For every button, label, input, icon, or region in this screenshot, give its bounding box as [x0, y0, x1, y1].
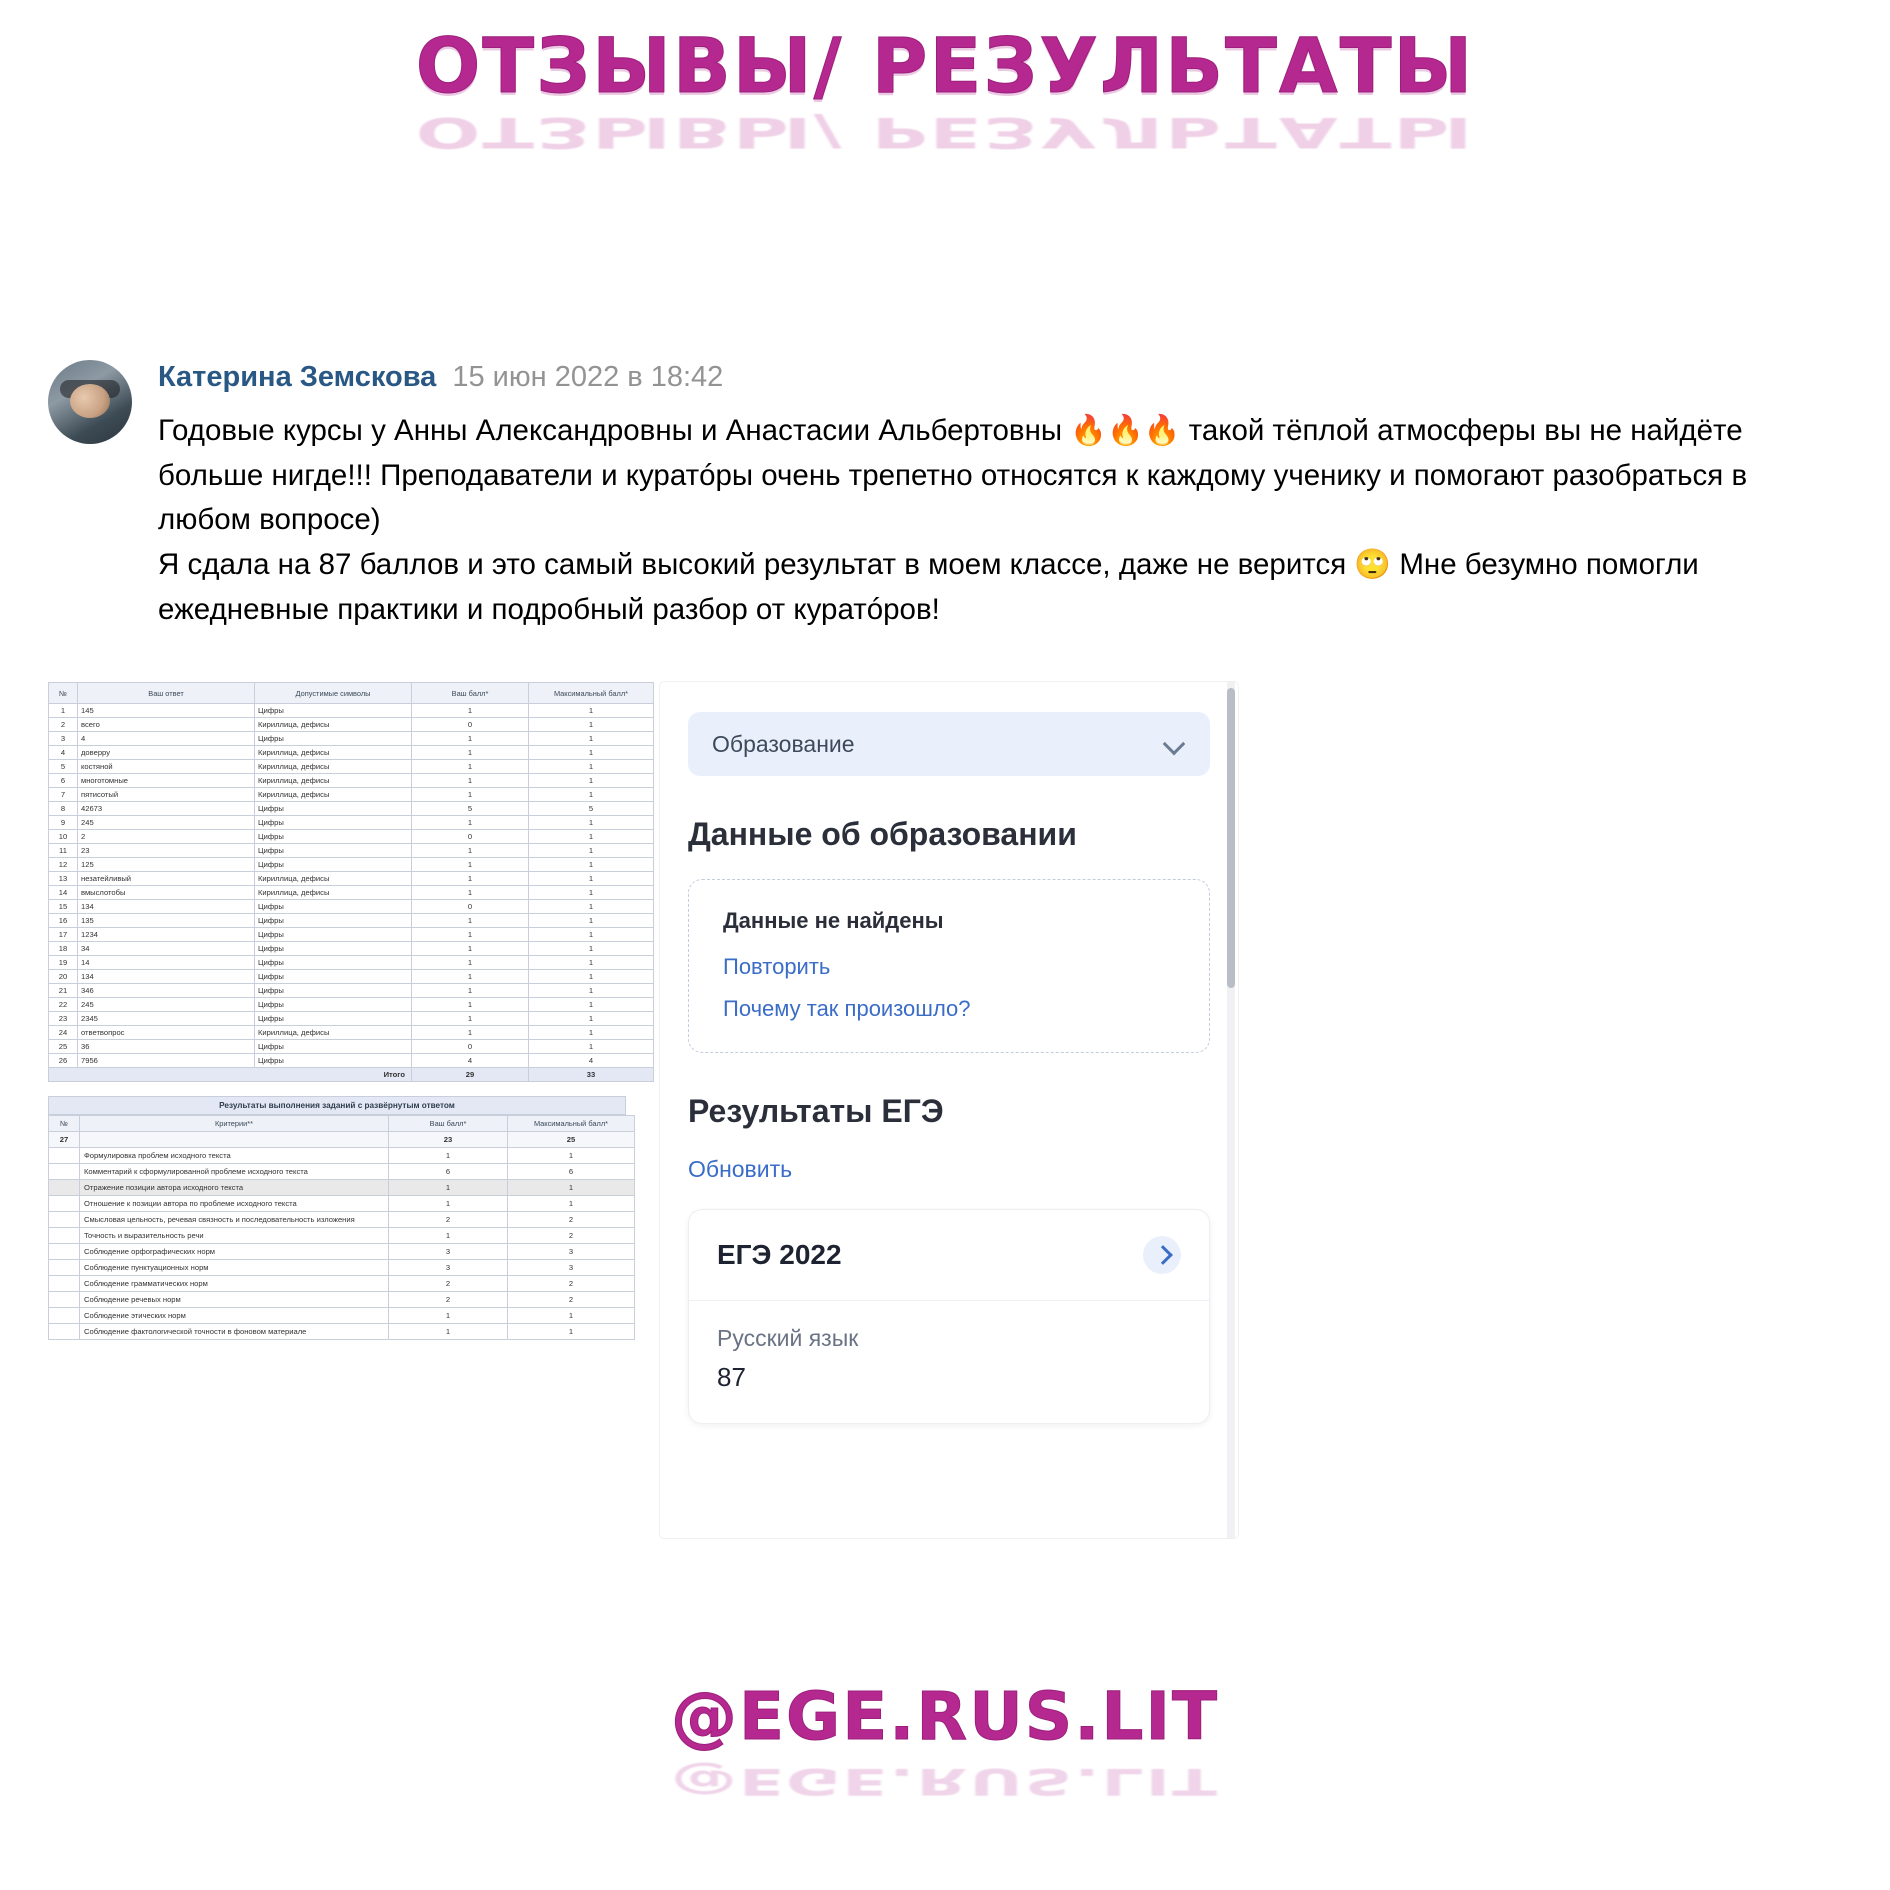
exam-result-tables	[48, 682, 629, 1340]
cell-number: 2	[49, 718, 78, 732]
cell-allowed-symbols: Цифры	[255, 816, 412, 830]
cell-your-answer: всего	[78, 718, 255, 732]
cell-number: 21	[49, 984, 78, 998]
table-row	[49, 1196, 635, 1212]
cell-your-score: 1	[412, 844, 529, 858]
page-title	[0, 0, 1890, 177]
cell-number	[49, 1276, 80, 1292]
total-score: 29	[412, 1068, 529, 1082]
cell-number: 17	[49, 928, 78, 942]
cell-allowed-symbols: Кириллица, дефисы	[255, 872, 412, 886]
cell-allowed-symbols: Цифры	[255, 998, 412, 1012]
cell-empty	[80, 1132, 389, 1148]
chevron-down-icon	[1164, 733, 1186, 755]
cell-allowed-symbols: Кириллица, дефисы	[255, 760, 412, 774]
cell-max-score: 1	[529, 858, 654, 872]
criteria-table	[48, 1115, 635, 1340]
table-row	[49, 1244, 635, 1260]
cell-max-score: 1	[508, 1308, 635, 1324]
table-row	[49, 900, 654, 914]
cell-criterion: Отношение к позиции автора по проблеме исходного текста	[80, 1196, 389, 1212]
cell-criterion: Формулировка проблем исходного текста	[80, 1148, 389, 1164]
cell-your-score: 1	[412, 928, 529, 942]
col-your-answer: Ваш ответ	[78, 683, 255, 704]
table-row	[49, 816, 654, 830]
cell-max-score: 1	[529, 956, 654, 970]
cell-your-score: 1	[389, 1324, 508, 1340]
cell-number: 3	[49, 732, 78, 746]
page-title-reflection: ОТЗЫВЫ/ РЕЗУЛЬТАТЫ	[415, 108, 1475, 157]
cell-allowed-symbols: Кириллица, дефисы	[255, 774, 412, 788]
review-post	[48, 360, 1842, 633]
ege-result-card[interactable]	[688, 1209, 1210, 1424]
cell-max-score: 2	[508, 1228, 635, 1244]
cell-your-score: 1	[389, 1228, 508, 1244]
cell-your-answer: 245	[78, 816, 255, 830]
table-row	[49, 942, 654, 956]
post-meta	[158, 360, 1842, 395]
cell-allowed-symbols: Цифры	[255, 704, 412, 718]
cell-allowed-symbols: Цифры	[255, 802, 412, 816]
cell-number	[49, 1292, 80, 1308]
cell-your-answer: 135	[78, 914, 255, 928]
table-row	[49, 956, 654, 970]
cell-your-score: 0	[412, 718, 529, 732]
cell-number: 6	[49, 774, 78, 788]
cell-your-score: 1	[412, 886, 529, 900]
cell-your-answer: 145	[78, 704, 255, 718]
cell-your-score: 1	[389, 1148, 508, 1164]
cell-max-score: 1	[529, 1012, 654, 1026]
cell-number: 23	[49, 1012, 78, 1026]
cell-number: 18	[49, 942, 78, 956]
cell-criterion: Соблюдение фактологической точности в фоновом материале	[80, 1324, 389, 1340]
cell-max-score: 2	[508, 1276, 635, 1292]
post-header	[48, 360, 1842, 633]
cell-max-score: 1	[529, 872, 654, 886]
cell-your-score: 4	[412, 1054, 529, 1068]
table-row	[49, 998, 654, 1012]
why-happened-link[interactable]: Почему так произошло?	[723, 996, 971, 1021]
cell-your-score: 1	[412, 774, 529, 788]
cell-your-answer: вмыслотобы	[78, 886, 255, 900]
cell-your-score: 1	[412, 998, 529, 1012]
cell-max-score: 1	[529, 774, 654, 788]
cell-max-score: 1	[508, 1324, 635, 1340]
cell-your-score: 1	[412, 970, 529, 984]
post-timestamp: 15 июн 2022 в 18:42	[452, 361, 724, 393]
cell-your-answer: 134	[78, 970, 255, 984]
cell-max-score: 1	[529, 788, 654, 802]
app-content	[660, 682, 1238, 1424]
table-row	[49, 914, 654, 928]
table-row	[49, 1324, 635, 1340]
cell-max-score: 1	[529, 900, 654, 914]
table-row	[49, 1308, 635, 1324]
cell-your-score: 3	[389, 1244, 508, 1260]
cell-max-score: 1	[529, 830, 654, 844]
cell-your-score: 5	[412, 802, 529, 816]
cell-your-score: 1	[412, 816, 529, 830]
table-row	[49, 732, 654, 746]
cell-number: 22	[49, 998, 78, 1012]
education-section-heading: Данные об образовании	[688, 816, 1077, 852]
post-paragraph: Годовые курсы у Анны Александровны и Анастасии Альбертовны 🔥🔥🔥 такой тёплой атмосферы вы не найдёте больше нигде!!! Преподаватели и куратóры очень трепетно относятся к каждому ученику и помогают разобраться в любом вопросе)	[158, 413, 1748, 537]
scrollbar-thumb[interactable]	[1227, 688, 1235, 988]
cell-your-score: 1	[412, 942, 529, 956]
cell-your-score: 0	[412, 830, 529, 844]
cell-allowed-symbols: Цифры	[255, 956, 412, 970]
cell-max-score: 1	[529, 886, 654, 900]
cell-allowed-symbols: Цифры	[255, 844, 412, 858]
chevron-right-icon[interactable]	[1143, 1236, 1181, 1274]
ege-section-heading: Результаты ЕГЭ	[688, 1093, 944, 1129]
cell-number: 7	[49, 788, 78, 802]
cell-criterion: Соблюдение орфографических норм	[80, 1244, 389, 1260]
cell-your-score: 2	[389, 1212, 508, 1228]
cell-your-score: 1	[412, 1026, 529, 1040]
cell-allowed-symbols: Цифры	[255, 970, 412, 984]
cell-max-score: 1	[529, 914, 654, 928]
cell-number: 9	[49, 816, 78, 830]
footer-handle-reflection: @EGE.RUS.LIT	[670, 1760, 1220, 1803]
cell-your-answer: 2	[78, 830, 255, 844]
cell-max-score: 1	[529, 760, 654, 774]
cell-criterion: Отражение позиции автора исходного текста	[80, 1180, 389, 1196]
post-body	[158, 360, 1842, 633]
page-title-text: ОТЗЫВЫ/ РЕЗУЛЬТАТЫ	[415, 21, 1475, 110]
cell-max-score: 1	[529, 844, 654, 858]
cell-your-answer: доверру	[78, 746, 255, 760]
cell-number: 12	[49, 858, 78, 872]
table-row	[49, 1180, 635, 1196]
cell-max-score: 1	[508, 1180, 635, 1196]
criteria-section-title: Результаты выполнения заданий с развёрнутым ответом	[48, 1096, 626, 1115]
table-row	[49, 788, 654, 802]
cell-number	[49, 1228, 80, 1244]
cell-number	[49, 1324, 80, 1340]
cell-your-score: 2	[389, 1276, 508, 1292]
table-row	[49, 1148, 635, 1164]
cell-your-answer: незатейливый	[78, 872, 255, 886]
cell-max-score: 1	[529, 704, 654, 718]
footer	[0, 1678, 1890, 1820]
cell-number: 8	[49, 802, 78, 816]
cell-number: 10	[49, 830, 78, 844]
cell-your-score: 1	[389, 1308, 508, 1324]
col-number: №	[49, 1116, 80, 1132]
footer-handle-text: @EGE.RUS.LIT	[670, 1678, 1220, 1755]
cell-number: 25	[49, 1040, 78, 1054]
cell-allowed-symbols: Цифры	[255, 1054, 412, 1068]
cell-number: 4	[49, 746, 78, 760]
total-label: Итого	[49, 1068, 412, 1082]
ege-year-row[interactable]	[689, 1210, 1209, 1301]
total-max: 33	[529, 1068, 654, 1082]
cell-number: 26	[49, 1054, 78, 1068]
cell-criterion: Соблюдение этических норм	[80, 1308, 389, 1324]
cell-your-answer: 125	[78, 858, 255, 872]
cell-number: 20	[49, 970, 78, 984]
cell-max-score: 1	[529, 942, 654, 956]
cell-number	[49, 1148, 80, 1164]
table-row	[49, 1212, 635, 1228]
cell-criterion: Соблюдение речевых норм	[80, 1292, 389, 1308]
cell-your-answer: 7956	[78, 1054, 255, 1068]
cell-allowed-symbols: Цифры	[255, 984, 412, 998]
table-row	[49, 830, 654, 844]
cell-max-score: 2	[508, 1292, 635, 1308]
no-data-card	[688, 879, 1210, 1053]
subject-name: Русский язык	[717, 1325, 859, 1351]
cell-your-score: 2	[389, 1292, 508, 1308]
cell-max-score: 1	[529, 718, 654, 732]
cell-your-score: 3	[389, 1260, 508, 1276]
table-row	[49, 970, 654, 984]
cell-criterion: Соблюдение пунктуационных норм	[80, 1260, 389, 1276]
cell-your-score: 1	[412, 956, 529, 970]
table-row	[49, 1012, 654, 1026]
table-row	[49, 1026, 654, 1040]
cell-your-score: 1	[389, 1196, 508, 1212]
cell-your-score: 1	[412, 914, 529, 928]
cell-max-score: 6	[508, 1164, 635, 1180]
post-attachments	[48, 682, 1238, 1538]
cell-number: 5	[49, 760, 78, 774]
cell-allowed-symbols: Цифры	[255, 732, 412, 746]
cell-criterion: Смысловая цельность, речевая связность и последовательность изложения	[80, 1212, 389, 1228]
table-row	[49, 1054, 654, 1068]
cell-your-answer: многотомные	[78, 774, 255, 788]
ege-subject-row	[689, 1301, 1209, 1423]
cell-max-score: 3	[508, 1260, 635, 1276]
ege-year-label: ЕГЭ 2022	[717, 1239, 842, 1270]
cell-max-score: 4	[529, 1054, 654, 1068]
post-text	[158, 409, 1842, 633]
cell-your-answer: 36	[78, 1040, 255, 1054]
cell-your-score: 1	[412, 872, 529, 886]
table-row	[49, 704, 654, 718]
table-row	[49, 928, 654, 942]
avatar	[48, 360, 132, 444]
cell-your-answer: ответвопрос	[78, 1026, 255, 1040]
post-author[interactable]: Катерина Земскова	[158, 361, 437, 393]
cell-max-score: 1	[529, 1026, 654, 1040]
cell-allowed-symbols: Цифры	[255, 858, 412, 872]
cell-your-score: 1	[412, 746, 529, 760]
col-criteria: Критерии**	[80, 1116, 389, 1132]
cell-your-score: 1	[389, 1180, 508, 1196]
cell-allowed-symbols: Цифры	[255, 942, 412, 956]
cell-number: 15	[49, 900, 78, 914]
cell-your-answer: 23	[78, 844, 255, 858]
col-your-score: Ваш балл*	[412, 683, 529, 704]
table-row	[49, 746, 654, 760]
cell-allowed-symbols: Кириллица, дефисы	[255, 788, 412, 802]
cell-your-answer: 346	[78, 984, 255, 998]
table-row	[49, 774, 654, 788]
cell-max-score: 1	[508, 1148, 635, 1164]
cell-max-score: 3	[508, 1244, 635, 1260]
no-data-title: Данные не найдены	[723, 908, 944, 933]
cell-max-score: 1	[529, 816, 654, 830]
post-paragraph: Я сдала на 87 баллов и это самый высокий результат в моем классе, даже не верится 🙄 Мне безумно помогли ежедневные практики и подробный разбор от куратóров!	[158, 548, 1699, 627]
cell-number	[49, 1260, 80, 1276]
cell-task-number: 27	[49, 1132, 80, 1148]
cell-your-answer: 134	[78, 900, 255, 914]
cell-task-score: 23	[389, 1132, 508, 1148]
cell-number: 16	[49, 914, 78, 928]
table-row	[49, 760, 654, 774]
col-your-score: Ваш балл*	[389, 1116, 508, 1132]
spacer	[48, 1082, 626, 1096]
table-row	[49, 858, 654, 872]
cell-max-score: 1	[529, 1040, 654, 1054]
cell-number	[49, 1180, 80, 1196]
table-header-row	[49, 1116, 635, 1132]
cell-max-score: 1	[529, 732, 654, 746]
cell-allowed-symbols: Цифры	[255, 928, 412, 942]
cell-number: 13	[49, 872, 78, 886]
cell-max-score: 2	[508, 1212, 635, 1228]
cell-your-answer: 2345	[78, 1012, 255, 1026]
table-row	[49, 872, 654, 886]
table-row	[49, 1228, 635, 1244]
cell-your-score: 1	[412, 1012, 529, 1026]
cell-max-score: 1	[508, 1196, 635, 1212]
cell-max-score: 1	[529, 970, 654, 984]
cell-your-answer: 42673	[78, 802, 255, 816]
cell-number	[49, 1196, 80, 1212]
subject-score: 87	[717, 1362, 746, 1392]
cell-your-answer: пятисотый	[78, 788, 255, 802]
cell-your-answer: 14	[78, 956, 255, 970]
table-row	[49, 718, 654, 732]
cell-number: 14	[49, 886, 78, 900]
cell-your-score: 1	[412, 858, 529, 872]
table-row	[49, 984, 654, 998]
cell-task-max: 25	[508, 1132, 635, 1148]
education-category-select[interactable]	[688, 712, 1210, 776]
cell-max-score: 1	[529, 746, 654, 760]
cell-allowed-symbols: Цифры	[255, 914, 412, 928]
cell-criterion: Соблюдение грамматических норм	[80, 1276, 389, 1292]
cell-your-answer: костяной	[78, 760, 255, 774]
cell-allowed-symbols: Цифры	[255, 900, 412, 914]
cell-number	[49, 1308, 80, 1324]
cell-max-score: 1	[529, 998, 654, 1012]
cell-number	[49, 1164, 80, 1180]
total-row	[49, 1068, 654, 1082]
cell-max-score: 5	[529, 802, 654, 816]
cell-your-score: 1	[412, 760, 529, 774]
table-row	[49, 1276, 635, 1292]
col-max-score: Максимальный балл*	[529, 683, 654, 704]
table-row	[49, 802, 654, 816]
table-row	[49, 1260, 635, 1276]
cell-your-score: 6	[389, 1164, 508, 1180]
cell-your-score: 1	[412, 788, 529, 802]
table-header-row	[49, 683, 654, 704]
cell-your-answer: 34	[78, 942, 255, 956]
cell-your-answer: 4	[78, 732, 255, 746]
cell-number: 11	[49, 844, 78, 858]
cell-your-answer: 245	[78, 998, 255, 1012]
col-allowed-symbols: Допустимые символы	[255, 683, 412, 704]
cell-allowed-symbols: Цифры	[255, 830, 412, 844]
table-row	[49, 844, 654, 858]
task-summary-row	[49, 1132, 635, 1148]
cell-number: 24	[49, 1026, 78, 1040]
cell-max-score: 1	[529, 928, 654, 942]
cell-max-score: 1	[529, 984, 654, 998]
cell-number	[49, 1212, 80, 1228]
table-row	[49, 886, 654, 900]
cell-number: 19	[49, 956, 78, 970]
cell-allowed-symbols: Кириллица, дефисы	[255, 1026, 412, 1040]
cell-number: 1	[49, 704, 78, 718]
cell-allowed-symbols: Цифры	[255, 1040, 412, 1054]
cell-number	[49, 1244, 80, 1260]
cell-criterion: Точность и выразительность речи	[80, 1228, 389, 1244]
table-row	[49, 1292, 635, 1308]
table-row	[49, 1164, 635, 1180]
cell-criterion: Комментарий к сформулированной проблеме исходного текста	[80, 1164, 389, 1180]
refresh-link[interactable]: Обновить	[688, 1156, 793, 1182]
col-number: №	[49, 683, 78, 704]
cell-allowed-symbols: Цифры	[255, 1012, 412, 1026]
cell-your-score: 1	[412, 704, 529, 718]
cell-allowed-symbols: Кириллица, дефисы	[255, 886, 412, 900]
cell-your-score: 1	[412, 984, 529, 998]
cell-your-score: 1	[412, 732, 529, 746]
table-row	[49, 1040, 654, 1054]
cell-allowed-symbols: Кириллица, дефисы	[255, 718, 412, 732]
short-answer-table	[48, 682, 654, 1082]
cell-your-score: 0	[412, 900, 529, 914]
cell-your-answer: 1234	[78, 928, 255, 942]
cell-your-score: 0	[412, 1040, 529, 1054]
col-max-score: Максимальный балл*	[508, 1116, 635, 1132]
select-value: Образование	[712, 730, 855, 757]
retry-link[interactable]: Повторить	[723, 954, 831, 979]
gov-services-app-screenshot	[660, 682, 1238, 1538]
cell-allowed-symbols: Кириллица, дефисы	[255, 746, 412, 760]
